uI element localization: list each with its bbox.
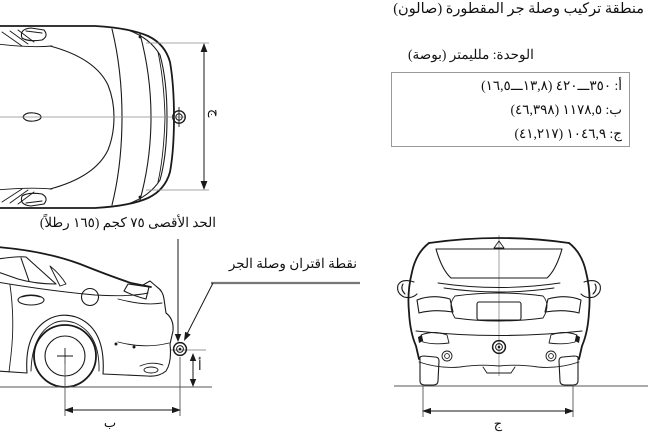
taillight-right <box>545 297 581 313</box>
unit-note: الوحدة: ملليمتر (بوصة) <box>408 47 534 62</box>
leader-coupling <box>187 283 213 334</box>
side-view-window <box>0 257 56 284</box>
spec-row-b: ب: ١١٧٨,٥ (٤٦,٣٩٨) <box>510 102 622 117</box>
page-title: منطقة تركيب وصلة جر المقطورة (صالون) <box>393 1 644 17</box>
dim-label-c-rear: ج <box>493 416 503 431</box>
mirror-left <box>398 281 417 298</box>
rear-tire-right <box>559 356 578 385</box>
mirror-right <box>581 281 600 298</box>
taillight-side <box>124 284 149 299</box>
spec-row-c: ج: ١٠٤٦,٩ (٤١,٢١٧) <box>514 126 622 141</box>
dim-label-c-top: ج <box>208 109 223 118</box>
dim-label-a: أ <box>198 358 202 373</box>
coupling-point-label: نقطة اقتران وصلة الجر <box>228 256 357 271</box>
top-view-mirror-left <box>21 193 46 206</box>
door-handle <box>18 295 44 305</box>
fuel-cap <box>82 289 99 306</box>
top-view-rear-window <box>50 46 114 189</box>
max-tongue-load-label: الحد الأقصى ٧٥ كجم (١٦٥ رطلاً) <box>39 215 216 230</box>
rear-view-drawing <box>394 235 648 432</box>
taillight-left <box>417 297 453 313</box>
coupling-target-icon <box>174 343 187 356</box>
spec-box <box>391 72 630 147</box>
spec-row-a: أ: ٣٥٠ـــ٤٢٠ (١٣,٨ـــ١٦,٥) <box>481 78 622 93</box>
top-view-drawing <box>0 26 223 208</box>
dim-label-b: ب <box>103 415 117 430</box>
rear-tire-left <box>420 356 439 385</box>
side-view-body-outline <box>0 247 151 287</box>
top-view-mirror-right <box>21 28 46 41</box>
